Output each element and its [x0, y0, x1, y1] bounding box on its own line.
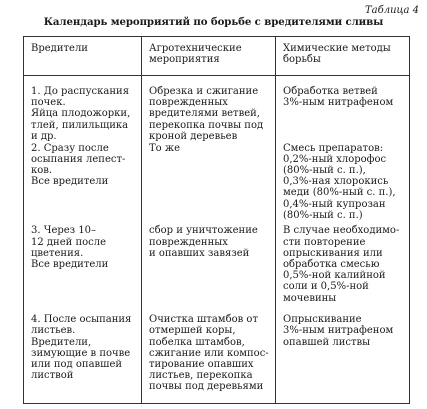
cell-chemical: Смесь препаратов: 0,2%-ный хлорофос (80%-ный с. п.), 0,3%-ная хлорокись меди (80%-ный с. п.), 0,4%-ный купрозан (80%-ный с. п.) [276, 143, 410, 226]
table-row [24, 143, 410, 226]
cell-chemical: Опрыскивание 3%-ным нитрафеном опавшей листвы [276, 314, 410, 403]
table-row [24, 76, 410, 143]
header-chemical: Химические методы борьбы [276, 37, 410, 76]
cell-agrotechnical: сбор и уничтожение поврежденных и опавших завязей [142, 225, 276, 314]
table-header-row [24, 37, 410, 76]
table-row [24, 314, 410, 403]
cell-chemical: В случае необходимо- сти повторение опрыскивания или обработка смесью 0,5%-ной калийной соли и 0,5%-ной мочевины [276, 225, 410, 314]
cell-agrotechnical: То же [142, 143, 276, 226]
pest-control-table [23, 36, 410, 404]
cell-agrotechnical: Обрезка и сжигание поврежденных вредителями ветвей, перекопка почвы под кроной деревьев [142, 76, 276, 143]
cell-pests: 3. Через 10– 12 дней после цветения. Все вредители [24, 225, 142, 314]
table-row [24, 225, 410, 314]
cell-chemical: Обработка ветвей 3%-ным нитрафеном [276, 76, 410, 143]
cell-pests: 1. До распускания почек. Яйца плодожорки, тлей, пилильщика и др. [24, 76, 142, 143]
table-title: Календарь мероприятий по борьбе с вредителями сливы [43, 16, 384, 28]
cell-agrotechnical: Очистка штамбов от отмершей коры, побелка штамбов, сжигание или компос- тирование опавших листьев, перекопка почвы под деревьями [142, 314, 276, 403]
cell-pests: 2. Сразу после осыпания лепест- ков. Все вредители [24, 143, 142, 226]
header-agrotechnical: Агротехнические мероприятия [142, 37, 276, 76]
header-pests: Вредители [24, 37, 142, 76]
cell-pests: 4. После осыпания листьев. Вредители, зимующие в почве или под опавшей листвой [24, 314, 142, 403]
table-number-label: Таблица 4 [364, 5, 419, 16]
